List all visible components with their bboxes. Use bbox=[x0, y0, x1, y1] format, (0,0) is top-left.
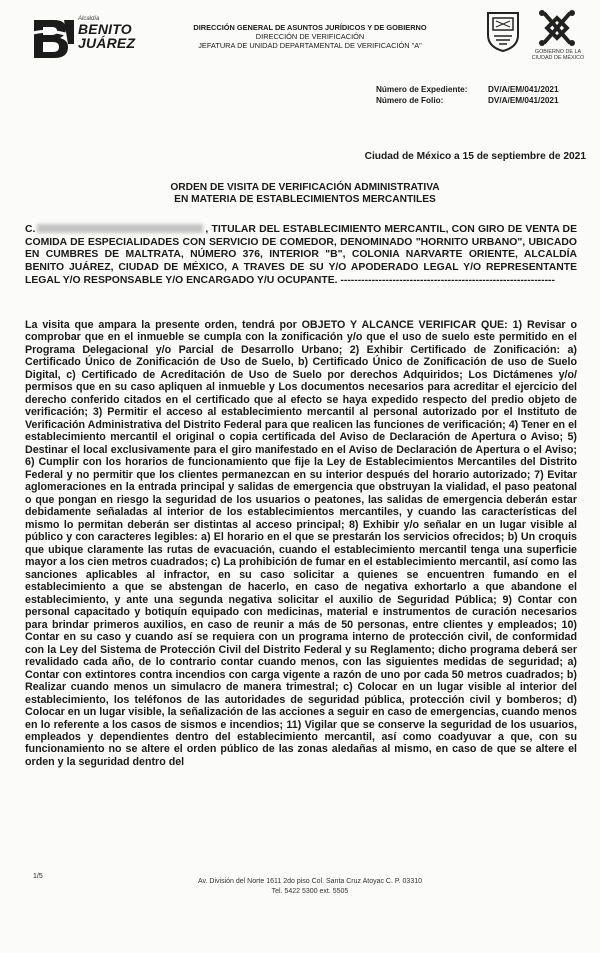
expediente-label: Número de Expediente: bbox=[376, 85, 468, 94]
footer-phone: Tel. 5422 5300 ext. 5505 bbox=[271, 887, 349, 895]
footer-address-block bbox=[150, 877, 470, 896]
expediente-value: DV/A/EM/041/2021 bbox=[488, 85, 559, 94]
object-scope-paragraph: La visita que ampara la presente orden, tendrá por OBJETO Y ALCANCE VERIFICAR QUE: 1) Revisar o comprobar que en el inmueble se cumpla con la zonificación y/o que el uso de suelo este permitido en el Programa Delegacional y/o Parcial de Desarrollo Urbano; 2) Exhibir Certificado de Zonificación: a) Certificado Único de Zonificación de Uso de Suelo, b) Certificado Único de Zonificación de uso de Suelo Digital, c) Certificado de Acreditación de Uso de Suelo por derechos Adquiridos; Los Dictámenes y/o/ permisos que en su caso apliquen al inmueble y Los documentos necesarios para acreditar el ejercicio del derecho conferido citados en el certificado que al efecto se haya expedido respecto del predio objeto de verificación; 3) Permitir el acceso al establecimiento mercantil al personal autorizado por el Instituto de Verificación Administrativa del Distrito Federal para que realicen las funciones de verificación; 4) Tener en el establecimiento mercantil el original o copia certificada del Aviso de Declaración de Apertura o Aviso; 5) Destinar el local exclusivamente para el giro manifestado en el Aviso de Declaración de Apertura o el Aviso; 6) Cumplir con los horarios de funcionamiento que fije la Ley de Establecimientos Mercantiles del Distrito Federal y no permitir que los clientes permanezcan en su interior después del horario autorizado; 7) Evitar aglomeraciones en la entrada principal y salidas de emergencia que obstruyan la vialidad, el paso peatonal o que pongan en riesgo la seguridad de los usuarios o peatones, las salidas de emergencia deberán estar debidamente señaladas al interior de los establecimientos mercantiles, y cuando las características del mismo lo permitan deberán ser distintas al acceso principal; 8) Exhibir y/o señalar en un lugar visible al público y con caracteres legibles: a) El horario en el que se prestarán los servicios ofrecidos; b) Un croquis que ubique claramente las rutas de evacuación, cuando el establecimiento mercantil tenga una superficie mayor a los cien metros cuadrados; c) La prohibición de fumar en el establecimiento mercantil, así como las sanciones aplicables al infractor, en su caso solicitar a quienes se encuentren fumando en el establecimiento a que se abstengan de hacerlo, en caso de negativa exhortarlo a que abandone el establecimiento, y ante una segunda negativa solicitar el auxilio de Seguridad Pública; 9) Contar con personal capacitado y botiquín equipado con medicinas, material e instrumentos de curación necesarios para brindar primeros auxilios, en caso de reunir a más de 50 personas, entre clientes y empleados; 10) Contar en su caso y cuando así se requiera con un programa interno de protección civil, de conformidad con la Ley del Sistema de Protección Civil del Distrito Federal y su Reglamento; dicho programa deberá ser revalidado cada año, de lo contrario contar cuando menos, con las siguientes medidas de seguridad; a) Contar con extintores contra incendios con carga vigente a razón de uno por cada 50 metros cuadrados; b) Realizar cuando menos un simulacro de manera trimestral; c) Colocar en un lugar visible al interior del establecimiento, los teléfonos de las autoridades de seguridad pública, protección civil y bomberos; d) Colocar en un lugar visible, la señalización de las acciones a seguir en caso de emergencias, cuando menos en lo referente a los casos de sismos e incendios; 11) Vigilar que se conserve la seguridad de los usuarios, empleados y dependientes dentro del establecimiento mercantil, así como coadyuvar a que, con su funcionamiento no se altere el orden público de las zonas aledañas al mismo, en caso de que se altere el orden y la seguridad dentro del bbox=[25, 319, 577, 768]
alcaldia-small-label: Alcaldía bbox=[78, 16, 100, 22]
title-line-1: ORDEN DE VISITA DE VERIFICACIÓN ADMINISTRATIVA bbox=[170, 182, 440, 193]
gobierno-cdmx-logo bbox=[484, 9, 588, 67]
header-line-3: JEFATURA DE UNIDAD DEPARTAMENTAL DE VERIFICACIÓN "A" bbox=[198, 41, 422, 51]
header-department bbox=[160, 23, 460, 51]
redacted-name bbox=[37, 224, 203, 233]
folio-label: Número de Folio: bbox=[376, 96, 444, 105]
gob-caption-line2: CIUDAD DE MÉXICO bbox=[531, 55, 585, 61]
document-date: Ciudad de México a 15 de septiembre de 2021 bbox=[364, 151, 586, 162]
alcaldia-logo bbox=[28, 14, 158, 64]
alcaldia-name-line1: BENITO bbox=[78, 21, 132, 37]
addressee-prefix: C. bbox=[25, 224, 36, 235]
header-line-1: DIRECCIÓN GENERAL DE ASUNTOS JURÍDICOS Y DE GOBIERNO bbox=[193, 23, 427, 32]
footer-address: Av. División del Norte 1611 2do piso Col. Santa Cruz Atoyac C. P. 03310 bbox=[198, 878, 422, 885]
addressee-text: , TITULAR DEL ESTABLECIMIENTO MERCANTIL, CON GIRO DE VENTA DE COMIDA DE ESPECIALIDADES CON SERVICIO DE COMEDOR, DENOMINADO "HORNITO URBANO", UBICADO EN CUMBRES DE MALTRATA, NÚMERO 376, INTERIOR "B", COLONIA NARVARTE ORIENTE, ALCALDÍA BENITO JUÁREZ, CIUDAD DE MÉXICO, A TRAVES DE SU Y/O APODERADO LEGAL Y/O REPRESENTANTE LEGAL Y/O RESPONSABLE Y/O ENCARGADO Y/U OCUPANTE. -------------------------------------------------------------- bbox=[25, 224, 577, 286]
document-title bbox=[120, 182, 490, 206]
page-number: 1/5 bbox=[33, 873, 43, 880]
cdmx-knot-icon bbox=[536, 9, 578, 47]
benito-juarez-logo-icon bbox=[28, 14, 76, 62]
gob-caption-line1: GOBIERNO DE LA bbox=[534, 49, 582, 55]
folio-value: DV/A/EM/041/2021 bbox=[488, 96, 559, 105]
title-line-2: EN MATERIA DE ESTABLECIMIENTOS MERCANTILES bbox=[174, 194, 436, 205]
coat-of-arms-icon bbox=[484, 9, 522, 53]
addressee-paragraph bbox=[25, 224, 577, 288]
header-line-2: DIRECCIÓN DE VERIFICACIÓN bbox=[255, 32, 365, 42]
alcaldia-name-line2: JUÁREZ bbox=[78, 35, 136, 51]
expediente-block bbox=[376, 84, 559, 106]
